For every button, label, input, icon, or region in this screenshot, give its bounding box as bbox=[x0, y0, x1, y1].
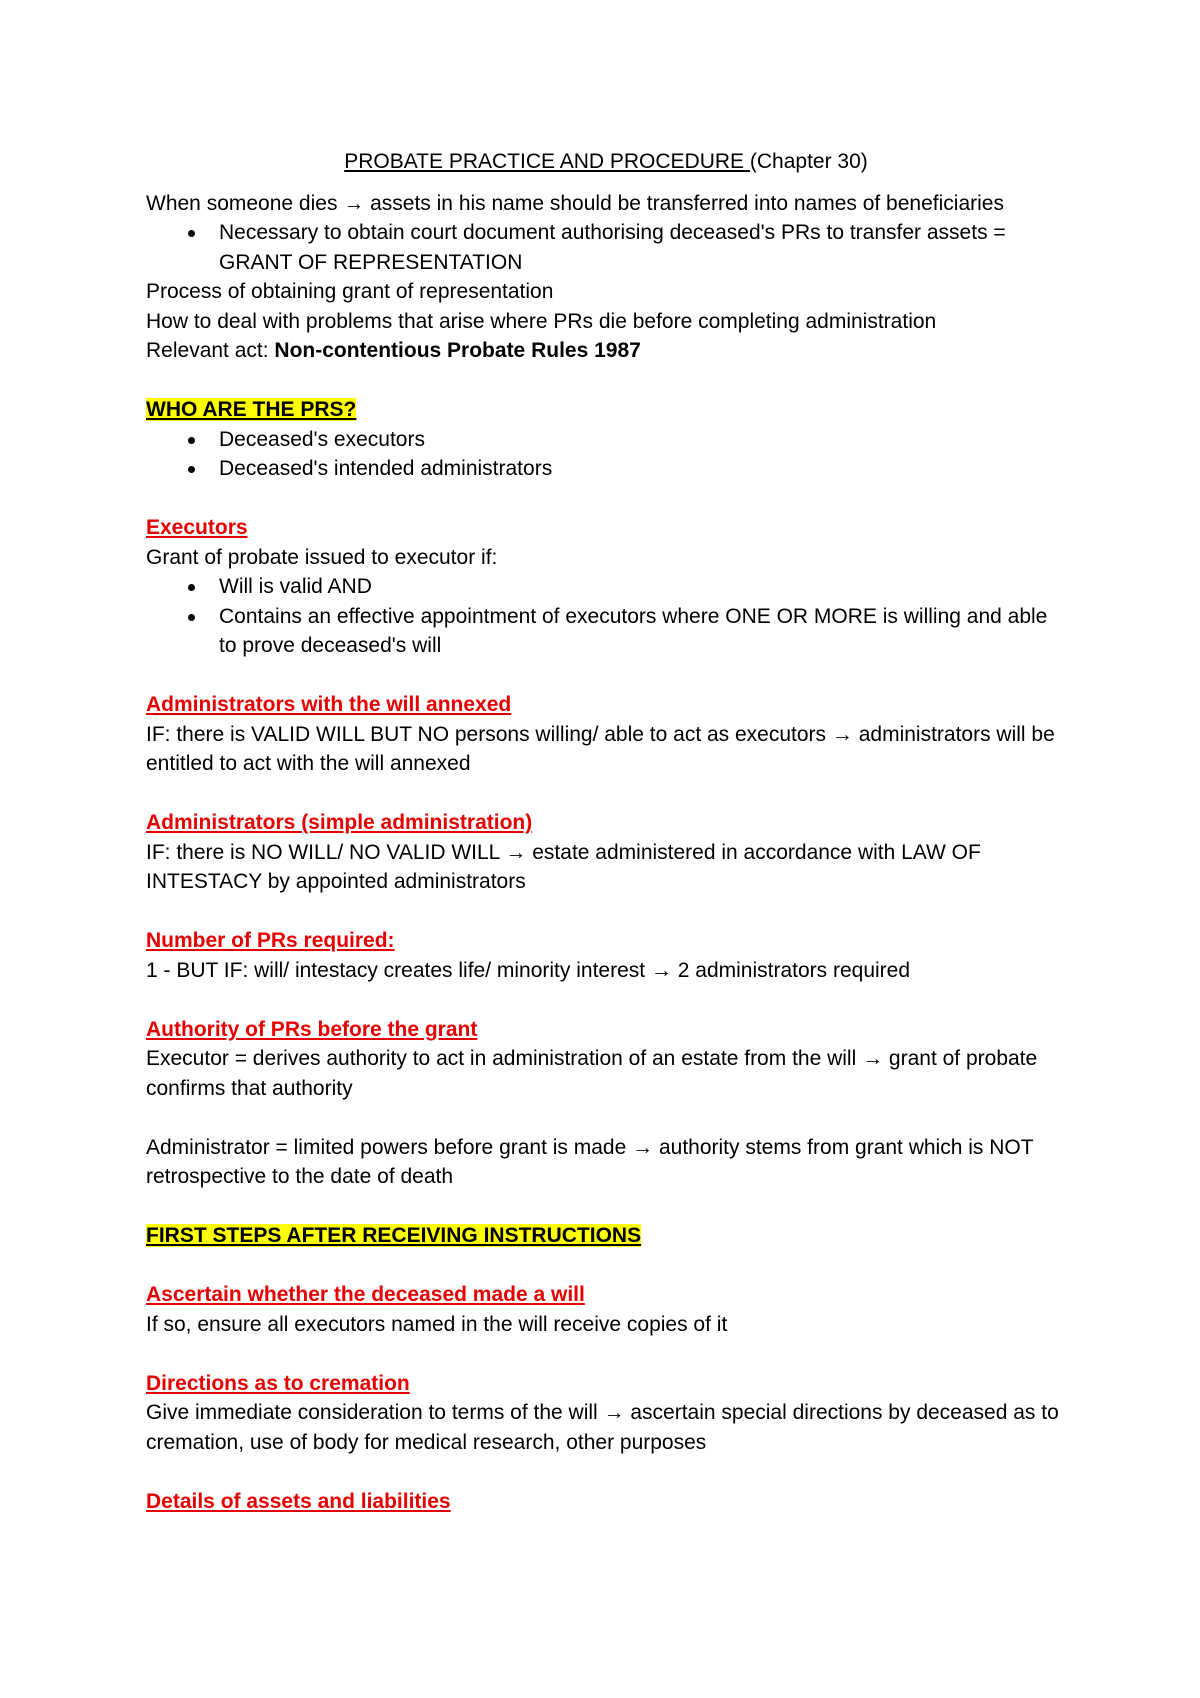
will-text: If so, ensure all executors named in the will receive copies of it bbox=[146, 1312, 728, 1336]
authority-administrator: Administrator = limited powers before grant is made → authority stems from grant which is NOT retrospective to the date of death bbox=[146, 1135, 1034, 1188]
title-chapter: (Chapter 30) bbox=[749, 150, 868, 173]
intro-line-2: Process of obtaining grant of representation bbox=[146, 280, 554, 303]
number-heading: Number of PRs required: bbox=[146, 929, 395, 952]
number-text: 1 - BUT IF: will/ intestacy creates life/ minority interest → 2 administrators required bbox=[146, 958, 911, 982]
intro-bullets bbox=[146, 218, 1066, 277]
document-content bbox=[146, 147, 1066, 1516]
intro-line-1: When someone dies → assets in his name should be transferred into names of beneficiaries bbox=[146, 191, 1004, 215]
act-label: Relevant act: bbox=[146, 339, 275, 362]
act-name: Non-contentious Probate Rules 1987 bbox=[274, 339, 641, 362]
annexed-heading: Administrators with the will annexed bbox=[146, 693, 512, 716]
relevant-act bbox=[146, 336, 1066, 366]
who-item: Deceased's intended administrators bbox=[146, 454, 1066, 484]
who-heading: WHO ARE THE PRS? bbox=[146, 398, 357, 421]
assets-heading: Details of assets and liabilities bbox=[146, 1489, 451, 1513]
intro-line-3: How to deal with problems that arise where PRs die before completing administration bbox=[146, 309, 937, 333]
cremation-heading: Directions as to cremation bbox=[146, 1371, 410, 1395]
authority-heading: Authority of PRs before the grant bbox=[146, 1017, 478, 1041]
title-main: PROBATE PRACTICE AND PROCEDURE bbox=[344, 150, 750, 173]
executors-heading: Executors bbox=[146, 516, 248, 539]
simple-text: IF: there is NO WILL/ NO VALID WILL → estate administered in accordance with LAW OF INTESTACY by appointed administrators bbox=[146, 840, 981, 893]
will-heading: Ascertain whether the deceased made a will bbox=[146, 1283, 585, 1306]
executors-list bbox=[146, 572, 1066, 661]
executors-item: Will is valid AND bbox=[146, 572, 1066, 602]
authority-executor: Executor = derives authority to act in administration of an estate from the will → grant of probate confirms that authority bbox=[146, 1047, 1038, 1100]
executors-item: Contains an effective appointment of executors where ONE OR MORE is willing and able to prove deceased's will bbox=[146, 602, 1066, 661]
page-title bbox=[146, 147, 1066, 177]
who-list bbox=[146, 425, 1066, 484]
who-item: Deceased's executors bbox=[146, 425, 1066, 455]
simple-heading: Administrators (simple administration) bbox=[146, 811, 533, 834]
first-steps-heading: FIRST STEPS AFTER RECEIVING INSTRUCTIONS bbox=[146, 1224, 642, 1247]
executors-text: Grant of probate issued to executor if: bbox=[146, 545, 498, 569]
intro-bullet-1: Necessary to obtain court document authorising deceased's PRs to transfer assets = GRANT OF REPRESENTATION bbox=[146, 218, 1066, 277]
annexed-text: IF: there is VALID WILL BUT NO persons willing/ able to act as executors → administrators will be entitled to act with the will annexed bbox=[146, 722, 1055, 775]
cremation-text: Give immediate consideration to terms of the will → ascertain special directions by deceased as to cremation, use of body for medical research, other purposes bbox=[146, 1401, 1059, 1454]
